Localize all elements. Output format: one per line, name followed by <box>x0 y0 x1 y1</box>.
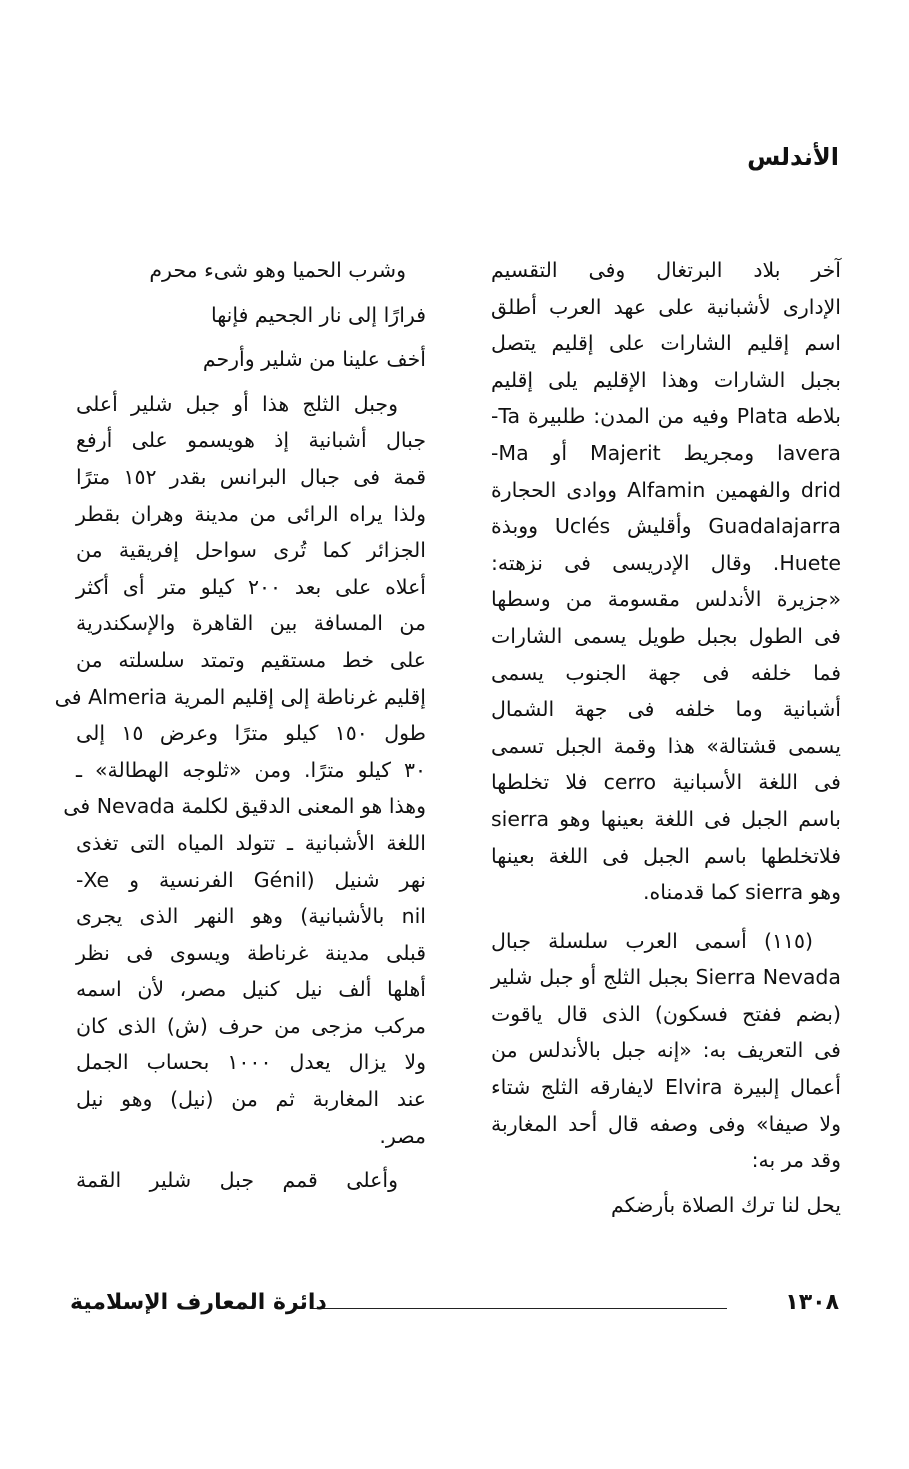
text-line: طول ١٥٠ كيلو مترًا وعرض ١٥ إلى <box>76 721 426 746</box>
text-line: وأعلى قمم جبل شلير القمة <box>76 1168 398 1193</box>
text-line: نهر شنيل (Génil الفرنسية و Xe- <box>76 867 426 892</box>
text-line: اسم إقليم الشارات على إقليم يتصل <box>491 331 841 356</box>
text-line: قبلى مدينة غرناطة ويسوى فى نظر <box>76 940 426 965</box>
text-line: عند المغاربة ثم من (نيل) وهو نيل <box>76 1087 426 1112</box>
text-line: وجبل الثلج هذا أو جبل شلير أعلى <box>76 391 398 416</box>
text-line: Guadalajarra وأقليش Uclés ووبذة <box>491 514 841 539</box>
footer-rule <box>312 1308 727 1309</box>
text-line: أشبانية وما خلفه فى جهة الشمال <box>491 697 841 722</box>
right-column <box>491 252 841 1223</box>
journal-title: دائرة المعارف الإسلامية <box>70 1290 327 1315</box>
text-line: drid والفهمين Alfamin ووادى الحجارة <box>491 477 841 502</box>
text-line: قمة فى جبال البرانس بقدر ١٥٢ مترًا <box>76 464 426 489</box>
text-line: Huete. وقال الإدريسى فى نزهته: <box>491 550 841 575</box>
text-line: على خط مستقيم وتمتد سلسلته من <box>76 647 426 672</box>
text-line: أعمال إلبيرة Elvira لايفارقه الثلج شتاء <box>491 1075 841 1100</box>
text-line: ولا صيفا» وفى وصفه قال أحد المغاربة <box>491 1111 841 1136</box>
text-line: إقليم غرناطة إلى إقليم المرية Almeria فى <box>54 684 426 709</box>
text-line: آخر بلاد البرتغال وفى التقسيم <box>491 258 841 282</box>
text-line: فى الطول بجبل طويل يسمى الشارات <box>491 623 841 648</box>
text-line: أعلاه على بعد ٢٠٠ كيلو متر أى أكثر <box>76 574 426 599</box>
text-line: nil بالأشبانية) وهو النهر الذى يجرى <box>76 904 426 929</box>
text-line: ٣٠ كيلو مترًا. ومن «ثلوجه الهطالة» ـ <box>76 757 426 782</box>
text-line: من المسافة بين القاهرة والإسكندرية <box>76 611 426 636</box>
text-line: جبال أشبانية إذ هويسمو على أرفع <box>76 428 426 453</box>
text-line: (بضم ففتح فسكون) الذى قال ياقوت <box>491 1001 841 1026</box>
text-line: مصر. <box>379 1123 426 1148</box>
text-line: يسمى قشتالة» هذا وقمة الجبل تسمى <box>491 733 841 758</box>
verse-line: أخف علينا من شلير وأرحم <box>202 347 426 372</box>
text-line: ولذا يراه الرائى من مدينة وهران بقطر <box>76 501 426 526</box>
page-number: ١٣٠٨ <box>785 1290 839 1315</box>
page-header-title: الأندلس <box>747 143 839 171</box>
text-line: ولا يزال يعدل ١٠٠٠ بحساب الجمل <box>76 1050 427 1075</box>
text-line: الإدارى لأشبانية على عهد العرب أطلق <box>491 294 841 319</box>
text-line: وهو sierra كما قدمناه. <box>643 880 841 905</box>
page-footer <box>70 1290 839 1324</box>
text-line: فلاتخلطها باسم الجبل فى اللغة بعينها <box>491 843 841 868</box>
text-line: (١١٥) أسمى العرب سلسلة جبال <box>491 928 813 953</box>
text-line: فما خلفه فى جهة الجنوب يسمى <box>491 660 841 685</box>
text-line: وهذا هو المعنى الدقيق لكلمة Nevada فى <box>63 794 426 819</box>
text-line: وقد مر به: <box>751 1148 841 1173</box>
text-line: باسم الجبل فى اللغة بعينها وهو sierra <box>491 806 841 831</box>
text-line: مركب مزجى من حرف (ش) الذى كان <box>76 1013 426 1038</box>
verse-line: يحل لنا ترك الصلاة بأرضكم <box>610 1192 841 1217</box>
text-line: فى التعريف به: «إنه جبل بالأندلس من <box>491 1038 841 1063</box>
text-line: فى اللغة الأسبانية cerro فلا تخلطها <box>491 770 841 795</box>
left-column <box>54 252 427 1199</box>
text-line: بلاطه Plata وفيه من المدن: طلبيرة Ta- <box>491 404 841 429</box>
verse-line: فرارًا إلى نار الجحيم فإنها <box>210 302 426 327</box>
verse-line: وشرب الحميا وهو شىء محرم <box>149 258 406 282</box>
text-line: أهلها ألف نيل كنيل مصر، لأن اسمه <box>76 977 426 1002</box>
text-line: اللغة الأشبانية ـ تتولد المياه التى تغذى <box>76 830 426 855</box>
text-line: Sierra Nevada بجبل الثلج أو جبل شلير <box>491 965 841 990</box>
text-line: lavera ومجريط Majerit أو Ma- <box>491 440 841 465</box>
text-line: «جزيرة الأندلس مقسومة من وسطها <box>491 587 841 612</box>
text-line: بجبل الشارات وهذا الإقليم يلى إقليم <box>491 367 841 392</box>
text-line: الجزائر كما تُرى سواحل إفريقية من <box>76 538 426 563</box>
